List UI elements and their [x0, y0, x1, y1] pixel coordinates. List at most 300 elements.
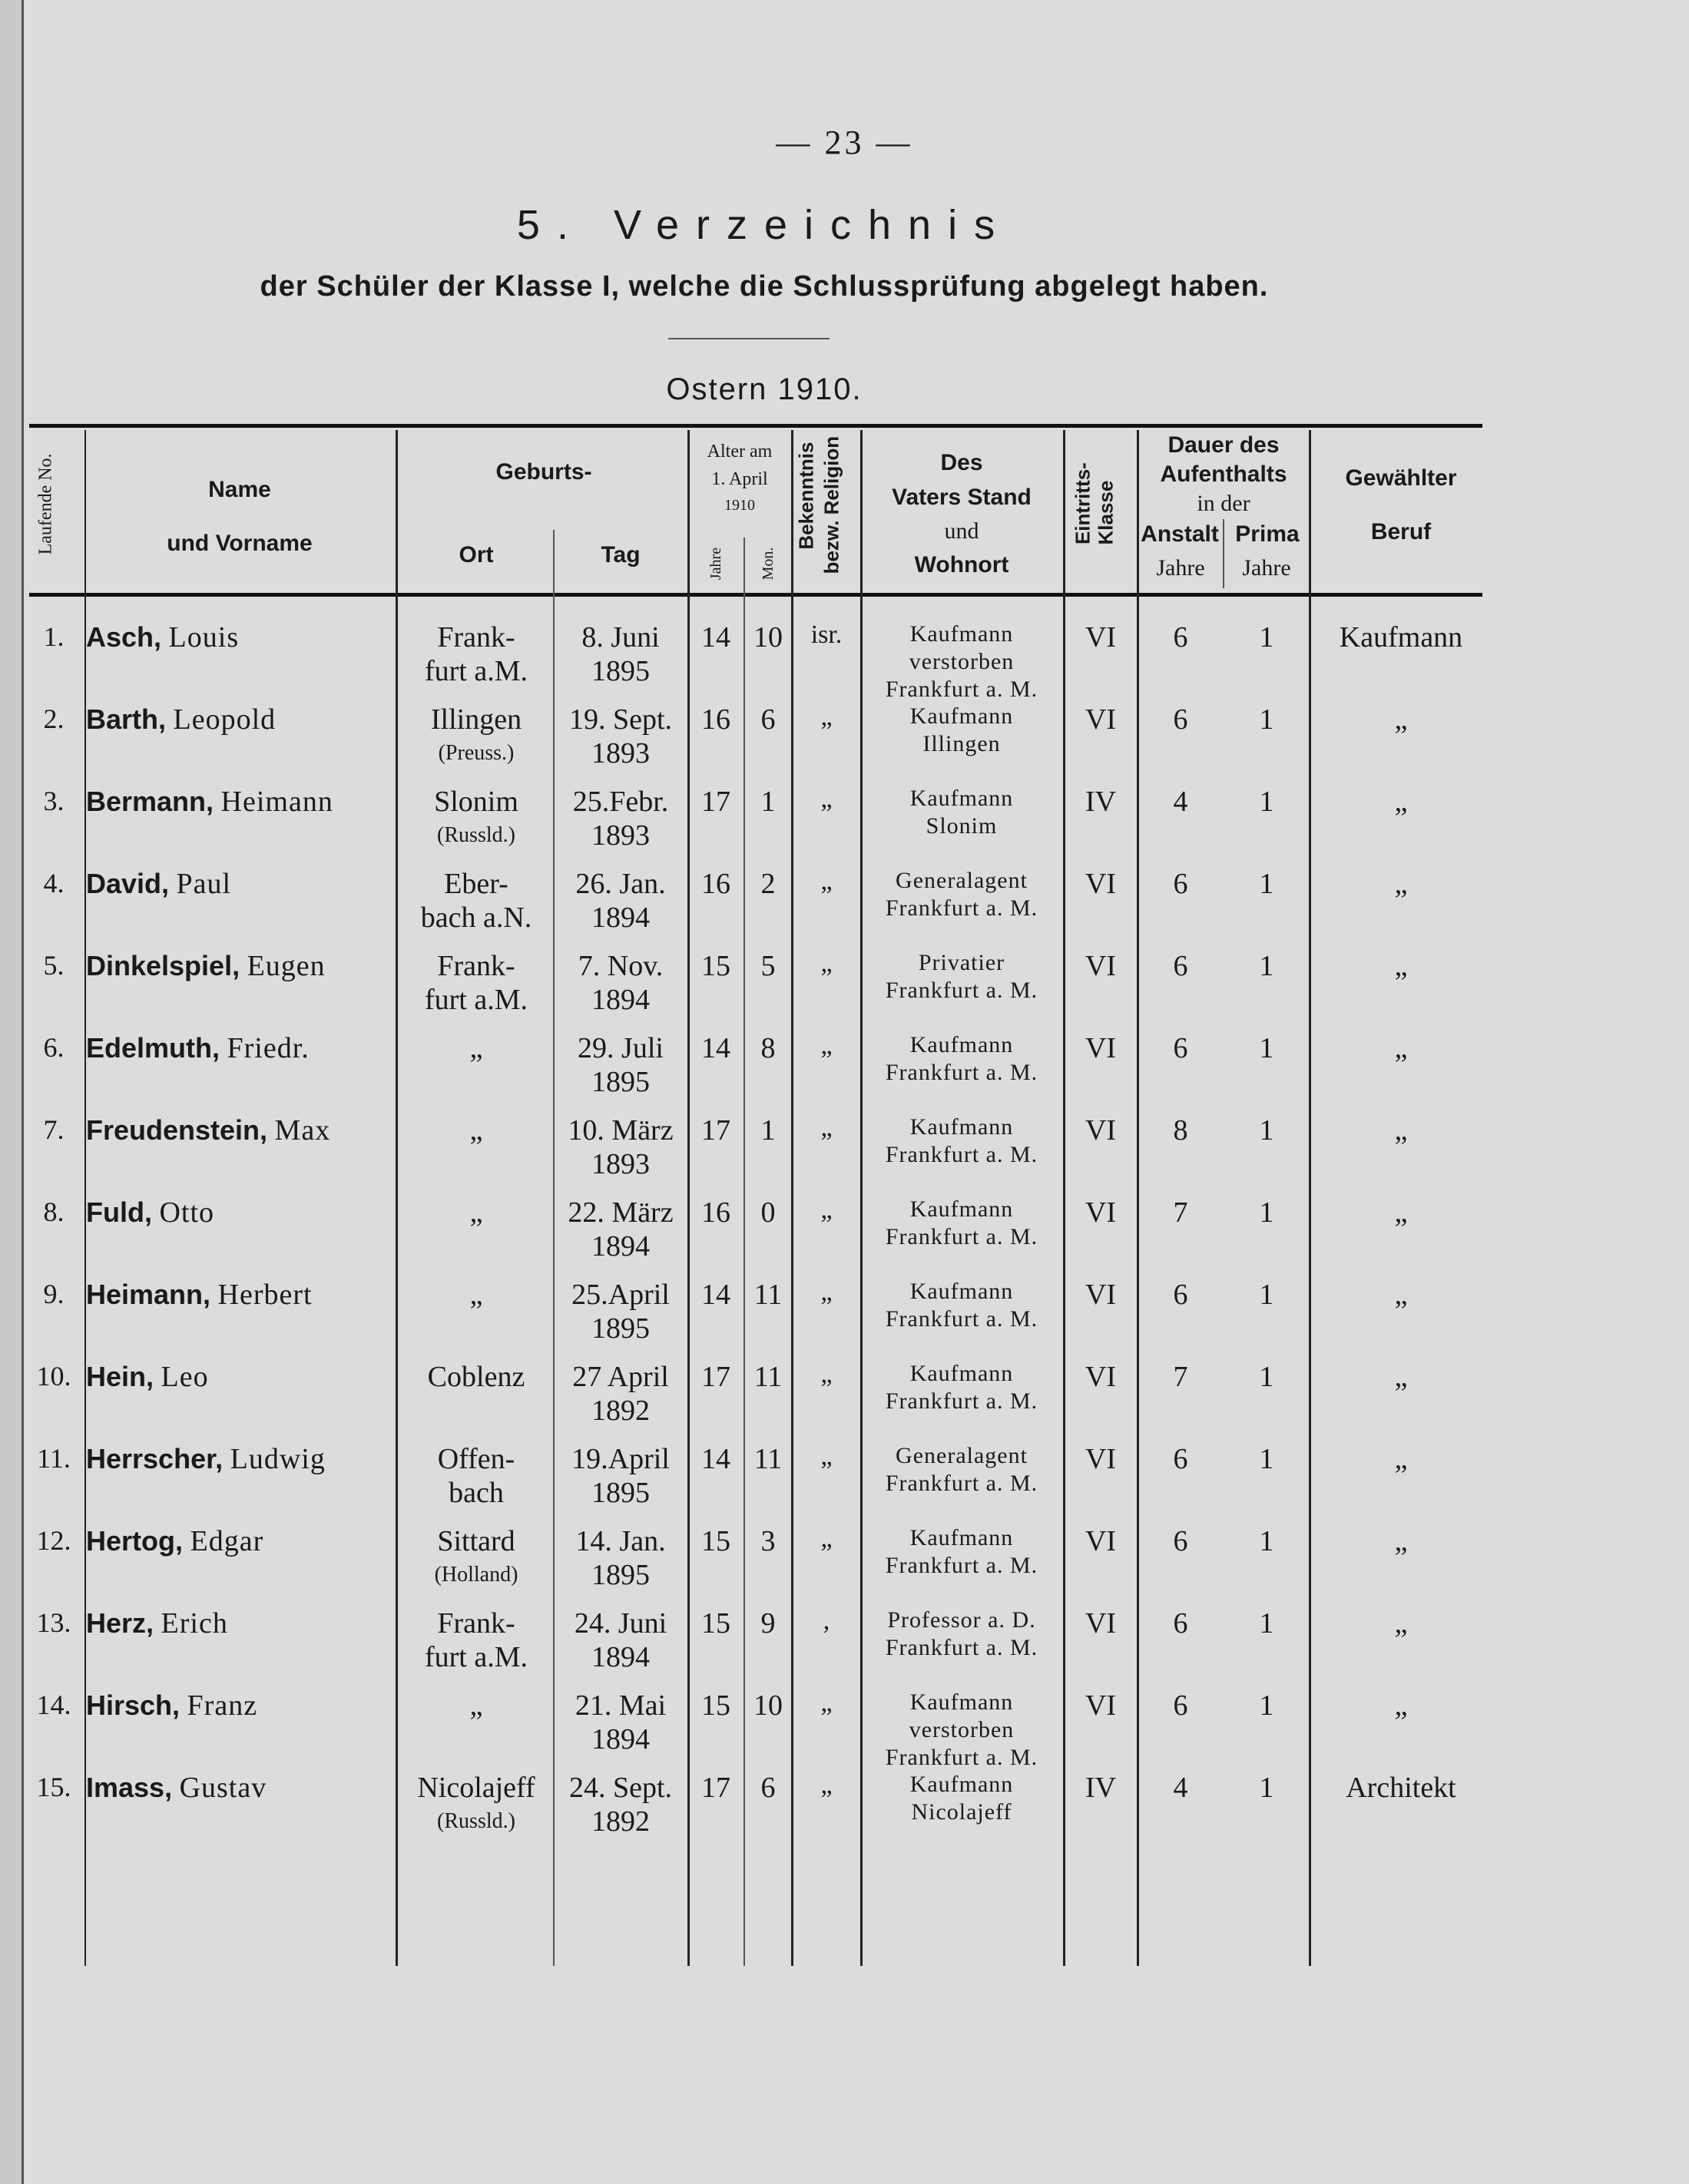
table-row: [0, 614, 1689, 702]
age-months: 10: [753, 621, 783, 654]
first-name: Franz: [187, 1689, 258, 1722]
years-at-school: 8: [1173, 1114, 1188, 1147]
entry-class: IV: [1085, 786, 1117, 818]
student-name: [86, 949, 393, 983]
age-months: 1: [760, 1114, 776, 1147]
student-name: [86, 1607, 393, 1640]
row-number: 9.: [43, 1279, 65, 1309]
first-name: Louis: [168, 621, 240, 654]
father-line-3: Frankfurt a. M.: [885, 677, 1038, 702]
father-line-2: Frankfurt a. M.: [885, 1388, 1038, 1414]
header-anstalt: Anstalt: [1141, 521, 1219, 547]
birth-date-day: 7. Nov.: [578, 950, 664, 982]
surname: Heimann,: [86, 1279, 211, 1310]
surname: Fuld,: [86, 1196, 152, 1228]
father-line-1: Kaufmann: [909, 1361, 1014, 1386]
row-number: 11.: [37, 1443, 71, 1474]
years-at-school: 6: [1173, 1279, 1188, 1311]
header-alter-1: Alter am: [707, 442, 773, 462]
years-at-school: 4: [1173, 1772, 1188, 1804]
birth-place: [399, 1031, 553, 1065]
age-months: 11: [753, 1361, 783, 1393]
entry-class: VI: [1085, 1032, 1117, 1064]
student-name: [86, 1524, 393, 1558]
surname: Herrscher,: [86, 1443, 224, 1474]
surname: Dinkelspiel,: [86, 950, 240, 981]
header-bekenntnis-2: bezw. Religion: [820, 435, 843, 574]
birth-place: [399, 1771, 553, 1838]
age-years: 17: [701, 786, 730, 818]
first-name: Gustav: [179, 1772, 267, 1804]
surname: Barth,: [86, 703, 167, 735]
birth-date-year: 1893: [591, 1148, 650, 1180]
religion: ,: [823, 1607, 830, 1635]
surname: Hertog,: [86, 1525, 183, 1557]
father-line-1: Kaufmann: [909, 1114, 1014, 1140]
student-name: [86, 1360, 393, 1394]
age-years: 15: [701, 1689, 730, 1722]
row-number: 6.: [43, 1032, 65, 1063]
chosen-profession: „: [1394, 1196, 1408, 1229]
birth-place-line-2: (Preuss.): [438, 741, 515, 765]
birth-date-year: 1895: [591, 655, 650, 687]
entry-class: VI: [1085, 1114, 1117, 1147]
years-at-school: 4: [1173, 786, 1188, 818]
header-tag: Tag: [601, 542, 641, 568]
row-number: 7.: [43, 1114, 65, 1145]
chosen-profession: „: [1394, 1114, 1408, 1147]
age-months: 8: [760, 1032, 776, 1064]
age-months: 6: [760, 1772, 776, 1804]
first-name: Leopold: [173, 703, 277, 736]
religion: „: [820, 1524, 833, 1553]
birth-place-line-1: Sittard: [437, 1525, 515, 1557]
years-in-prima: 1: [1259, 1525, 1274, 1557]
entry-class: IV: [1085, 1772, 1117, 1804]
religion: „: [820, 1442, 833, 1471]
first-name: Leo: [161, 1361, 209, 1393]
birth-date-day: 10. März: [568, 1114, 674, 1147]
header-vater-4: Wohnort: [914, 552, 1009, 577]
father-line-2: Frankfurt a. M.: [885, 1553, 1038, 1578]
father-line-2: Frankfurt a. M.: [885, 978, 1038, 1003]
header-bekenntnis-1: Bekenntnis: [794, 442, 818, 550]
age-months: 10: [753, 1689, 783, 1722]
chosen-profession: Kaufmann: [1339, 621, 1463, 654]
age-years: 14: [701, 1279, 730, 1311]
birth-date: [555, 1442, 687, 1510]
header-laufende-no: Laufende No.: [35, 453, 56, 555]
age-months: 9: [760, 1607, 776, 1640]
birth-date-year: 1895: [591, 1066, 650, 1098]
father-line-2: Frankfurt a. M.: [885, 1224, 1038, 1249]
student-name: [86, 1278, 393, 1312]
religion: „: [820, 1689, 833, 1717]
row-number: 15.: [36, 1772, 71, 1802]
religion: „: [820, 703, 833, 731]
age-years: 15: [701, 1525, 730, 1557]
age-years: 14: [701, 1032, 730, 1064]
birth-date-day: 24. Juni: [574, 1607, 667, 1640]
years-at-school: 6: [1173, 1032, 1188, 1064]
entry-class: VI: [1085, 703, 1117, 736]
birth-date: [555, 1689, 687, 1756]
age-months: 11: [753, 1443, 783, 1475]
header-vater-2: Vaters Stand: [892, 485, 1032, 510]
student-name: [86, 1689, 393, 1722]
first-name: Heimann: [220, 786, 333, 818]
birth-date-year: 1893: [591, 737, 650, 769]
years-in-prima: 1: [1259, 786, 1274, 818]
birth-date-day: 8. Juni: [581, 621, 660, 654]
header-dauer-2: Aufenthalts: [1160, 462, 1287, 487]
first-name: Eugen: [247, 950, 326, 982]
header-beruf-1: Gewählter: [1345, 465, 1457, 491]
birth-date: [555, 1607, 687, 1674]
birth-date: [555, 1771, 687, 1838]
chosen-profession: „: [1394, 1032, 1408, 1064]
birth-place: [399, 1278, 553, 1312]
years-in-prima: 1: [1259, 1196, 1274, 1229]
surname: Edelmuth,: [86, 1032, 220, 1064]
row-number: 8.: [43, 1196, 65, 1227]
chosen-profession: Architekt: [1346, 1772, 1456, 1804]
header-alter-2: 1. April: [711, 469, 768, 489]
table-row: [0, 861, 1689, 943]
birth-date-year: 1895: [591, 1559, 650, 1591]
father-occupation: [862, 1524, 1061, 1580]
page-number: — 23 —: [776, 124, 913, 161]
years-in-prima: 1: [1259, 868, 1274, 900]
father-line-2: verstorben: [909, 649, 1015, 674]
table-row: [0, 697, 1689, 779]
years-in-prima: 1: [1259, 1032, 1274, 1064]
chosen-profession: „: [1394, 1443, 1408, 1475]
religion: „: [820, 1114, 833, 1142]
father-occupation: [862, 703, 1061, 758]
chosen-profession: „: [1394, 703, 1408, 736]
birth-place: [399, 1524, 553, 1592]
birth-place-line-1: „: [469, 1032, 483, 1064]
religion: „: [820, 1771, 833, 1799]
first-name: Otto: [159, 1196, 215, 1229]
father-occupation: [862, 949, 1061, 1004]
birth-date: [555, 1114, 687, 1181]
age-years: 16: [701, 868, 730, 900]
birth-place: [399, 867, 553, 935]
religion: „: [820, 949, 833, 978]
father-line-2: Slonim: [926, 813, 998, 839]
header-name-1: Name: [208, 477, 271, 502]
years-at-school: 6: [1173, 868, 1188, 900]
birth-date: [555, 1196, 687, 1263]
birth-place-line-1: Coblenz: [427, 1361, 525, 1393]
title-divider: [668, 338, 830, 339]
years-at-school: 6: [1173, 703, 1188, 736]
birth-date: [555, 949, 687, 1017]
row-number: 13.: [36, 1607, 71, 1638]
father-line-3: Frankfurt a. M.: [885, 1745, 1038, 1770]
table-header-rule: [29, 593, 1482, 597]
first-name: Erich: [161, 1607, 228, 1640]
student-name: [86, 785, 393, 819]
header-vater-3: und: [944, 518, 979, 544]
student-name: [86, 1442, 393, 1476]
entry-class: VI: [1085, 868, 1117, 900]
father-line-2: verstorben: [909, 1717, 1015, 1742]
birth-date: [555, 1278, 687, 1345]
birth-place: [399, 1607, 553, 1674]
age-months: 3: [760, 1525, 776, 1557]
birth-date-day: 27 April: [572, 1361, 669, 1393]
table-row: [0, 1683, 1689, 1770]
surname: Asch,: [86, 621, 162, 653]
years-at-school: 6: [1173, 1689, 1188, 1722]
religion: „: [820, 1278, 833, 1306]
table-row: [0, 1272, 1689, 1354]
birth-place: [399, 703, 553, 770]
chosen-profession: „: [1394, 1361, 1408, 1393]
header-ort: Ort: [459, 542, 494, 568]
birth-date-year: 1894: [591, 984, 650, 1016]
age-years: 17: [701, 1361, 730, 1393]
student-name: [86, 620, 393, 654]
student-name: [86, 1031, 393, 1065]
header-alter-3: 1910: [724, 497, 755, 514]
religion: „: [820, 867, 833, 895]
birth-date-day: 26. Jan.: [575, 868, 666, 900]
age-months: 11: [753, 1279, 783, 1311]
row-number: 2.: [43, 703, 65, 734]
years-in-prima: 1: [1259, 703, 1274, 736]
years-in-prima: 1: [1259, 950, 1274, 982]
birth-place-line-2: bach a.N.: [420, 902, 532, 934]
father-line-1: Kaufmann: [909, 1279, 1014, 1304]
row-number: 12.: [36, 1525, 71, 1556]
religion: „: [820, 785, 833, 813]
father-line-1: Kaufmann: [909, 621, 1014, 647]
birth-place-line-1: Nicolajeff: [417, 1772, 535, 1804]
first-name: Max: [274, 1114, 331, 1147]
birth-date-year: 1895: [591, 1477, 650, 1509]
birth-place-line-1: Frank-: [437, 950, 515, 982]
father-line-1: Kaufmann: [909, 1689, 1014, 1715]
birth-place: [399, 1114, 553, 1147]
birth-date-day: 14. Jan.: [575, 1525, 666, 1557]
birth-date-year: 1894: [591, 1230, 650, 1262]
surname: Bermann,: [86, 786, 214, 817]
birth-date: [555, 620, 687, 688]
birth-place-line-1: Frank-: [437, 1607, 515, 1640]
birth-date-day: 24. Sept.: [568, 1772, 673, 1804]
chosen-profession: „: [1394, 950, 1408, 982]
chosen-profession: „: [1394, 1279, 1408, 1311]
father-line-1: Professor a. D.: [887, 1607, 1036, 1633]
document-subtitle: der Schüler der Klasse I, welche die Schlussprüfung abgelegt haben.: [260, 270, 1269, 303]
birth-place: [399, 1196, 553, 1229]
surname: Herz,: [86, 1607, 154, 1639]
birth-place: [399, 1442, 553, 1510]
age-years: 17: [701, 1114, 730, 1147]
father-line-2: Illingen: [922, 731, 1001, 756]
header-eintritts-1: Eintritts-: [1071, 462, 1095, 545]
entry-class: VI: [1085, 950, 1117, 982]
row-number: 5.: [43, 950, 65, 981]
years-in-prima: 1: [1259, 1689, 1274, 1722]
father-occupation: [862, 1442, 1061, 1497]
birth-date-year: 1893: [591, 819, 650, 852]
birth-place: [399, 949, 553, 1017]
first-name: Friedr.: [227, 1032, 310, 1064]
years-in-prima: 1: [1259, 1114, 1274, 1147]
father-line-1: Kaufmann: [909, 1525, 1014, 1550]
table-row: [0, 1025, 1689, 1107]
father-line-2: Nicolajeff: [911, 1799, 1012, 1825]
birth-date-year: 1892: [591, 1805, 650, 1838]
birth-date-year: 1894: [591, 1641, 650, 1673]
religion: isr.: [810, 620, 843, 649]
father-line-2: Frankfurt a. M.: [885, 1142, 1038, 1167]
birth-date: [555, 703, 687, 770]
birth-place-line-1: „: [469, 1689, 483, 1722]
birth-place-line-1: „: [469, 1279, 483, 1311]
father-line-2: Frankfurt a. M.: [885, 1306, 1038, 1332]
birth-date-year: 1892: [591, 1395, 650, 1427]
student-name: [86, 1771, 393, 1805]
father-occupation: [862, 620, 1061, 703]
birth-date-day: 19. Sept.: [568, 703, 673, 736]
religion: „: [820, 1196, 833, 1224]
header-jahre-anstalt: Jahre: [1156, 555, 1205, 581]
birth-date-year: 1895: [591, 1312, 650, 1345]
father-line-1: Kaufmann: [909, 1032, 1014, 1057]
father-line-2: Frankfurt a. M.: [885, 1635, 1038, 1660]
first-name: Paul: [176, 868, 232, 900]
age-months: 1: [760, 786, 776, 818]
birth-place-line-2: (Russld.): [437, 1809, 515, 1833]
entry-class: VI: [1085, 1525, 1117, 1557]
entry-class: VI: [1085, 1443, 1117, 1475]
first-name: Herbert: [217, 1279, 313, 1311]
header-jahre-prima: Jahre: [1242, 555, 1291, 581]
father-line-2: Frankfurt a. M.: [885, 1471, 1038, 1496]
father-line-1: Generalagent: [896, 868, 1028, 893]
surname: Freudenstein,: [86, 1114, 268, 1146]
header-mon: Mon.: [760, 547, 777, 581]
table-row: [0, 1190, 1689, 1272]
birth-date-year: 1894: [591, 902, 650, 934]
birth-place-line-2: furt a.M.: [424, 984, 528, 1016]
age-years: 14: [701, 1443, 730, 1475]
student-name: [86, 1196, 393, 1229]
father-line-1: Kaufmann: [909, 1196, 1014, 1222]
father-occupation: [862, 1031, 1061, 1087]
father-line-2: Frankfurt a. M.: [885, 895, 1038, 921]
birth-place-line-1: Offen-: [437, 1443, 515, 1475]
father-occupation: [862, 867, 1061, 922]
father-line-1: Kaufmann: [909, 703, 1014, 729]
term-label: Ostern 1910.: [666, 372, 863, 406]
age-years: 17: [701, 1772, 730, 1804]
student-name: [86, 703, 393, 736]
surname: Hein,: [86, 1361, 154, 1392]
father-occupation: [862, 1114, 1061, 1169]
chosen-profession: „: [1394, 1525, 1408, 1557]
student-name: [86, 867, 393, 901]
years-at-school: 7: [1173, 1361, 1188, 1393]
birth-place-line-2: (Holland): [434, 1563, 518, 1587]
student-name: [86, 1114, 393, 1147]
row-number: 10.: [36, 1361, 71, 1391]
birth-date-day: 25.April: [571, 1279, 670, 1311]
age-years: 14: [701, 621, 730, 654]
birth-place-line-2: furt a.M.: [424, 1641, 528, 1673]
table-row: [0, 1354, 1689, 1436]
first-name: Edgar: [190, 1525, 264, 1557]
age-months: 2: [760, 868, 776, 900]
father-occupation: [862, 1196, 1061, 1251]
years-at-school: 6: [1173, 621, 1188, 654]
birth-place-line-1: Illingen: [430, 703, 522, 736]
row-number: 3.: [43, 786, 65, 816]
surname: Hirsch,: [86, 1689, 180, 1721]
header-eintritts-2: Klasse: [1094, 480, 1118, 545]
birth-place-line-1: Eber-: [444, 868, 508, 900]
table-row: [0, 1765, 1689, 1847]
religion: „: [820, 1360, 833, 1388]
years-in-prima: 1: [1259, 1443, 1274, 1475]
table-row: [0, 779, 1689, 861]
col-rule: [1223, 519, 1224, 588]
birth-date: [555, 1360, 687, 1428]
header-name-2: und Vorname: [167, 531, 313, 556]
entry-class: VI: [1085, 1361, 1117, 1393]
birth-place: [399, 785, 553, 852]
entry-class: VI: [1085, 621, 1117, 654]
age-years: 15: [701, 1607, 730, 1640]
birth-date-day: 29. Juli: [578, 1032, 664, 1064]
birth-place: [399, 1689, 553, 1722]
father-occupation: [862, 785, 1061, 840]
header-vater-1: Des: [940, 450, 983, 475]
birth-date-day: 22. März: [568, 1196, 674, 1229]
father-occupation: [862, 1771, 1061, 1826]
header-beruf-2: Beruf: [1370, 519, 1432, 544]
birth-place-line-2: (Russld.): [437, 823, 515, 847]
years-in-prima: 1: [1259, 1772, 1274, 1804]
row-number: 14.: [36, 1689, 71, 1720]
father-occupation: [862, 1360, 1061, 1415]
years-at-school: 6: [1173, 1443, 1188, 1475]
header-geburts: Geburts-: [495, 459, 592, 485]
birth-place: [399, 620, 553, 688]
years-at-school: 6: [1173, 1607, 1188, 1640]
age-months: 0: [760, 1196, 776, 1229]
header-prima: Prima: [1235, 521, 1300, 547]
birth-place-line-1: Frank-: [437, 621, 515, 654]
chosen-profession: „: [1394, 1607, 1408, 1640]
birth-place-line-2: furt a.M.: [424, 655, 528, 687]
religion: „: [820, 1031, 833, 1060]
birth-date: [555, 867, 687, 935]
birth-date-day: 25.Febr.: [572, 786, 669, 818]
entry-class: VI: [1085, 1689, 1117, 1722]
father-line-1: Privatier: [918, 950, 1005, 975]
father-line-1: Kaufmann: [909, 1772, 1014, 1797]
surname: David,: [86, 868, 170, 899]
chosen-profession: „: [1394, 1689, 1408, 1722]
row-number: 1.: [43, 621, 65, 652]
